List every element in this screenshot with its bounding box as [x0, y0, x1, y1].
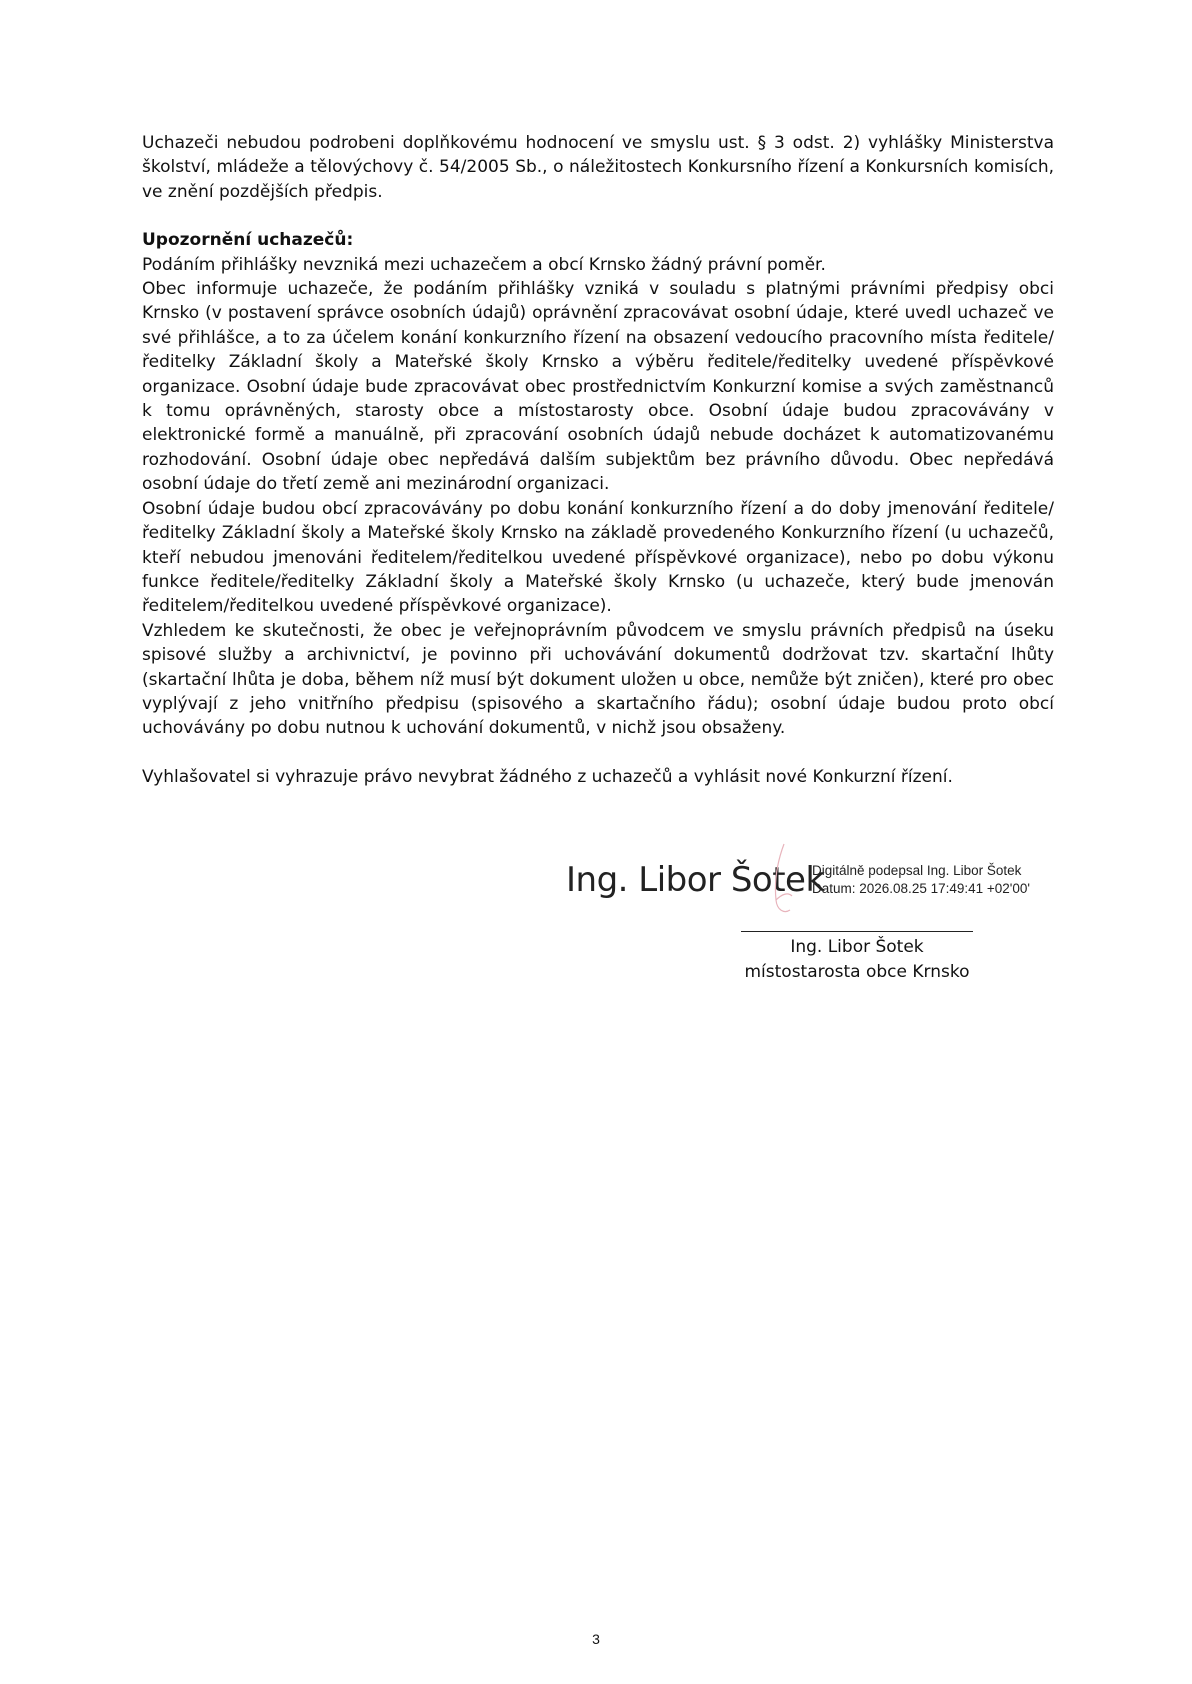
- paragraph-personal-data-processing: Obec informuje uchazeče, že podáním přihlášky vzniká v souladu s platnými právními předpisy obci Krnsko (v postavení správce osobních údajů) oprávnění zpracovávat osobní údaje, které uvedl uchazeč ve své přihlášce, a to za účelem konání konkurzního řízení na obsazení vedoucího pracovního místa ředitele/ředitelky Základní školy a Mateřské školy Krnsko a výběru ředitele/ředitelky uvedené příspěvkové organizace. Osobní údaje bude zpracovávat obec prostřednictvím Konkurzní komise a svých zaměstnanců k tomu oprávněných, starosty obce a místostarosty obce. Osobní údaje budou zpracovávány v elektronické formě a manuálně, při zpracování osobních údajů nebude docházet k automatizovanému rozhodování. Osobní údaje obec nepředává dalším subjektům bez právního důvodu. Obec nepředává osobní údaje do třetí země ani mezinárodní organizaci.: [142, 279, 1054, 495]
- signature-line: [741, 931, 973, 932]
- section-heading: Upozornění uchazečů:: [142, 230, 354, 251]
- paragraph-evaluation: Uchazeči nebudou podrobeni doplňkovému hodnocení ve smyslu ust. § 3 odst. 2) vyhlášky Ministerstva školství, mládeže a tělovýchovy č. 54/2005 Sb., o náležitostech Konkursního řízení a Konkursních komisích, ve znění pozdějších předpis.: [142, 133, 1054, 202]
- page-number: 3: [592, 1631, 600, 1647]
- paragraph-reservation: Vyhlašovatel si vyhrazuje právo nevybrat žádného z uchazečů a vyhlásit nové Konkurzní řízení.: [142, 766, 953, 787]
- digital-signature-details: [812, 862, 1030, 898]
- paragraph-gap: [142, 204, 1054, 228]
- paragraph-no-legal-relation: Podáním přihlášky nevzniká mezi uchazečem a obcí Krnsko žádný právní poměr.: [142, 254, 826, 275]
- digital-signature-signed-by: Digitálně podepsal Ing. Libor Šotek: [812, 863, 1022, 878]
- document-body: [142, 131, 1054, 789]
- paragraph-processing-duration: Osobní údaje budou obcí zpracovávány po dobu konání konkurzního řízení a do doby jmenování ředitele/ředitelky Základní školy a Mateřské školy Krnsko na základě provedeného Konkurzního řízení (u uchazečů, kteří nebudou jmenováni ředitelem/ředitelkou uvedené příspěvkové organizace), nebo po dobu výkonu funkce ředitele/ředitelky Základní školy a Mateřské školy Krnsko (u uchazeče, který bude jmenován ředitelem/ředitelkou uvedené příspěvkové organizace).: [142, 498, 1054, 617]
- digital-signature-date: Datum: 2026.08.25 17:49:41 +02'00': [812, 881, 1030, 896]
- paragraph-retention-periods: Vzhledem ke skutečnosti, že obec je veřejnoprávním původcem ve smyslu právních předpisů na úseku spisové služby a archivnictví, je povinno při uchovávání dokumentů dodržovat tzv. skartační lhůty (skartační lhůta je doba, během níž musí být dokument uložen u obce, nemůže být zničen), které pro obec vyplývají z jeho vnitřního předpisu (spisového a skartačního řádu); osobní údaje budou proto obcí uchovávány po dobu nutnou k uchování dokumentů, v nichž jsou obsaženy.: [142, 620, 1054, 739]
- signature-mark-icon: [764, 840, 796, 920]
- paragraph-gap: [142, 741, 1054, 765]
- digital-signature-block: [566, 852, 1066, 922]
- signer-name: Ing. Libor Šotek: [790, 937, 924, 957]
- signer-block: [720, 935, 994, 985]
- signer-title: místostarosta obce Krnsko: [744, 962, 970, 982]
- digital-signature-name: Ing. Libor Šotek: [566, 860, 825, 900]
